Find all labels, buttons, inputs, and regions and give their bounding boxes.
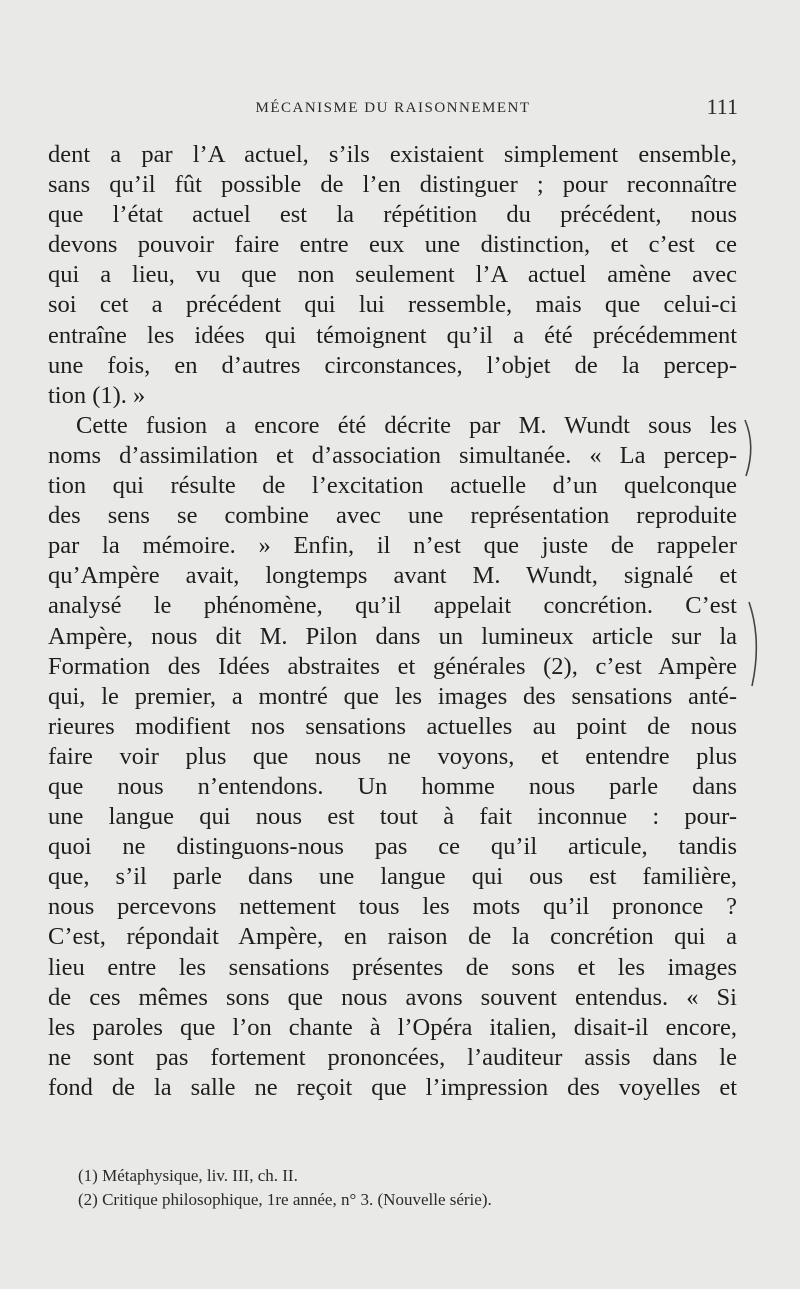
- margin-bracket-mark: [746, 600, 766, 690]
- text-line: que l’état actuel est la répétition du précédent, nous: [48, 201, 737, 229]
- text-line: rieures modifient nos sensations actuelles au point de nous: [48, 712, 737, 740]
- text-line: de ces mêmes sons que nous avons souvent entendus. « Si: [48, 983, 737, 1011]
- text-line: faire voir plus que nous ne voyons, et entendre plus: [48, 742, 737, 770]
- text-line: ne sont pas fortement prononcées, l’auditeur assis dans le: [48, 1043, 737, 1071]
- footnote: (1) Métaphysique, liv. III, ch. II.: [78, 1166, 298, 1185]
- text-line: Ampère, nous dit M. Pilon dans un lumineux article sur la: [48, 622, 737, 650]
- text-line: des sens se combine avec une représentation reproduite: [48, 502, 737, 530]
- text-line: une fois, en d’autres circonstances, l’objet de la percep-: [48, 351, 737, 379]
- text-line: qui, le premier, a montré que les images des sensations anté-: [48, 682, 737, 710]
- text-line: que, s’il parle dans une langue qui ous est familière,: [48, 863, 737, 891]
- text-line: que nous n’entendons. Un homme nous parle dans: [48, 772, 737, 800]
- text-line: nous percevons nettement tous les mots qu’il prononce ?: [48, 893, 737, 921]
- text-line: dent a par l’A actuel, s’ils existaient simplement ensemble,: [48, 141, 737, 168]
- text-line: Cette fusion a encore été décrite par M. Wundt sous les: [76, 411, 737, 439]
- text-line: devons pouvoir faire entre eux une distinction, et c’est ce: [48, 231, 737, 259]
- text-line: quoi ne distinguons-nous pas ce qu’il articule, tandis: [48, 833, 737, 861]
- text-line: une langue qui nous est tout à fait inconnue : pour-: [48, 803, 737, 831]
- text-line: entraîne les idées qui témoignent qu’il a été précédemment: [48, 321, 737, 349]
- body-text: [48, 140, 737, 1103]
- text-line: C’est, répondait Ampère, en raison de la concrétion qui a: [48, 923, 737, 951]
- text-line: lieu entre les sensations présentes de sons et les images: [48, 953, 737, 981]
- page-header: [48, 94, 738, 124]
- running-title: MÉCANISME DU RAISONNEMENT: [255, 100, 531, 116]
- text-line: fond de la salle ne reçoit que l’impression des voyelles et: [48, 1073, 737, 1101]
- text-line: tion qui résulte de l’excitation actuelle d’un quelconque: [48, 472, 737, 500]
- text-line: soi cet a précédent qui lui ressemble, mais que celui-ci: [48, 291, 737, 319]
- text-line: analysé le phénomène, qu’il appelait concrétion. C’est: [48, 592, 737, 620]
- text-line: sans qu’il fût possible de l’en distinguer ; pour reconnaître: [48, 171, 737, 199]
- page-number: 111: [706, 94, 738, 119]
- text-line: les paroles que l’on chante à l’Opéra italien, disait-il encore,: [48, 1013, 737, 1041]
- text-line: par la mémoire. » Enfin, il n’est que juste de rappeler: [48, 532, 737, 560]
- text-line: qu’Ampère avait, longtemps avant M. Wundt, signalé et: [48, 562, 737, 590]
- footnotes: [78, 1164, 698, 1212]
- footnote: (2) Critique philosophique, 1re année, n° 3. (Nouvelle série).: [78, 1190, 492, 1209]
- margin-bracket-mark: [742, 418, 762, 478]
- text-line: Formation des Idées abstraites et générales (2), c’est Ampère: [48, 652, 737, 680]
- text-line: qui a lieu, vu que non seulement l’A actuel amène avec: [48, 261, 737, 289]
- text-line: noms d’assimilation et d’association simultanée. « La percep-: [48, 441, 737, 469]
- text-line: tion (1). »: [48, 381, 146, 409]
